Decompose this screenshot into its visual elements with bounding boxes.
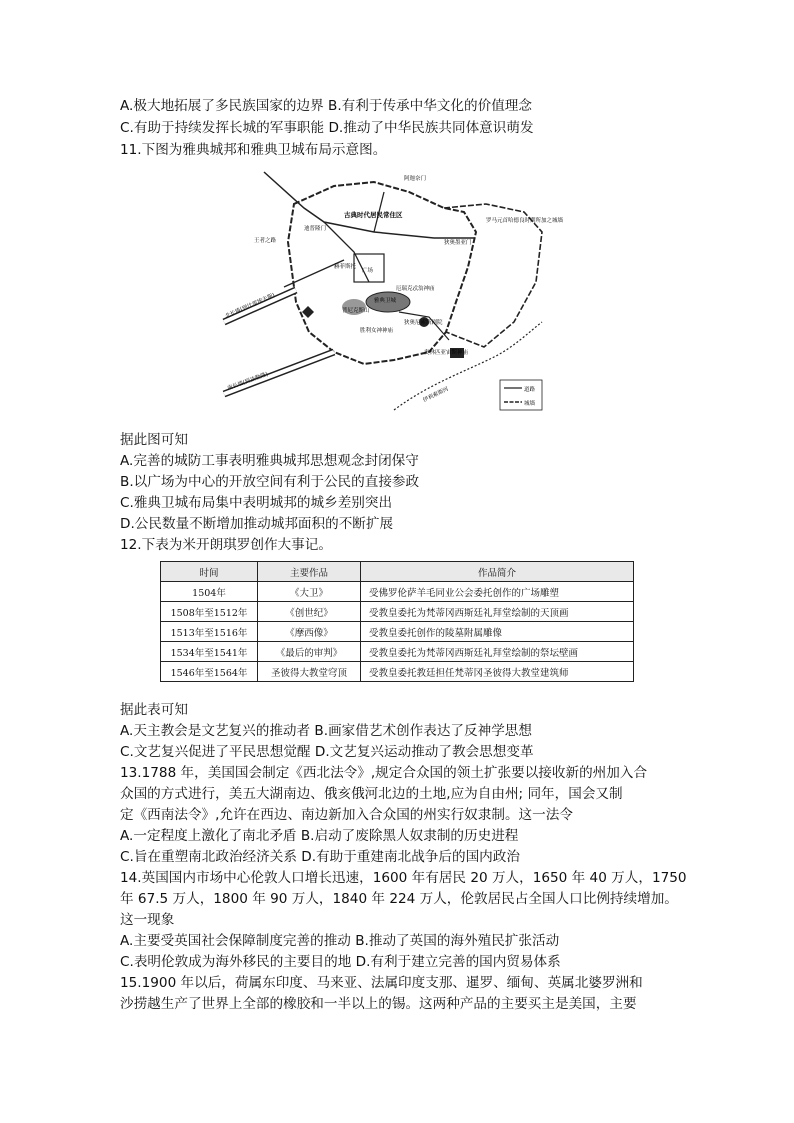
q14-options-line1: A.主要受英国社会保障制度完善的推动 B.推动了英国的海外殖民扩张活动	[120, 933, 560, 949]
label-residential-area: 古典时代居民常住区	[344, 211, 403, 219]
q11-option-b: B.以广场为中心的开放空间有利于公民的直接参政	[120, 474, 420, 490]
q14-stem-line1: 14.英国国内市场中心伦敦人口增长迅速，1600 年有居民 20 万人，1650 年 40 万人，1750	[120, 870, 687, 886]
label-agora: 广场	[362, 268, 374, 274]
cell-description: 受教皇委托为梵蒂冈西斯廷礼拜堂绘制的祭坛壁画	[361, 642, 634, 662]
cell-time: 1546年至1564年	[161, 662, 258, 682]
legend-wall: 城墙	[524, 401, 536, 407]
header-work: 主要作品	[258, 562, 361, 582]
q13-stem-line3: 定《西南法令》,允许在西边、南边新加入合众国的州实行奴隶制。这一法令	[120, 807, 573, 823]
table-row	[161, 582, 634, 602]
q12-options-line2: C.文艺复兴促进了平民思想觉醒 D.文艺复兴运动推动了教会思想变革	[120, 744, 534, 760]
michelangelo-table	[160, 561, 634, 682]
q13-stem-line1: 13.1788 年，美国国会制定《西北法令》,规定合众国的领土扩张要以接收新的州加入合	[120, 765, 648, 781]
q12-stem: 12.下表为米开朗琪罗创作大事记。	[120, 537, 332, 553]
q10-options-line2: C.有助于持续发挥长城的军事职能 D.推动了中华民族共同体意识萌发	[120, 120, 534, 136]
cell-work: 圣彼得大教堂穹顶	[258, 662, 361, 682]
cell-time: 1508年至1512年	[161, 602, 258, 622]
label-pnyx: 普尼克斯山	[342, 308, 370, 314]
cell-work: 《摩西像》	[258, 622, 361, 642]
table-row	[161, 602, 634, 622]
q12-options-line1: A.天主教会是文艺复兴的推动者 B.画家借艺术创作表达了反神学思想	[120, 723, 532, 739]
q11-option-a: A.完善的城防工事表明雅典城邦思想观念封闭保守	[120, 453, 419, 469]
label-acropolis: 雅典卫城	[374, 298, 397, 304]
label-dipylon-gate: 迪普隆门	[304, 226, 327, 232]
q15-stem-line2: 沙捞越生产了世界上全部的橡胶和一半以上的锡。这两种产品的主要买主是美国，主要	[120, 996, 637, 1012]
label-zeus-temple: 奥林匹亚宙斯神庙	[424, 350, 469, 356]
cell-work: 《最后的审判》	[258, 642, 361, 662]
label-road-west: 王者之路	[254, 238, 277, 244]
q13-options-line2: C.旨在重塑南北政治经济关系 D.有助于重建南北战争后的国内政治	[120, 849, 520, 865]
cell-description: 受教皇委托教廷担任梵蒂冈圣彼得大教堂建筑师	[361, 662, 634, 682]
map-legend	[500, 380, 542, 410]
label-long-wall-north: 北长墙(到比雷埃夫斯)	[224, 292, 276, 320]
label-agora-gate: 狄奥墨亚门	[444, 240, 472, 246]
cell-work: 《创世纪》	[258, 602, 361, 622]
header-description: 作品简介	[361, 562, 634, 582]
table-row	[161, 622, 634, 642]
cell-time: 1534年至1541年	[161, 642, 258, 662]
label-river: 伊利索斯河	[422, 386, 450, 404]
q14-stem-line2: 年 67.5 万人，1800 年 90 万人，1840 年 224 万人，伦敦居民占全国人口比例持续增加。	[120, 891, 678, 907]
table-header-row	[161, 562, 634, 582]
q11-stem: 11.下图为雅典城邦和雅典卫城布局示意图。	[120, 142, 387, 158]
cell-description: 受教皇委托为梵蒂冈西斯廷礼拜堂绘制的天顶画	[361, 602, 634, 622]
q11-prompt: 据此图可知	[120, 432, 188, 448]
q12-prompt: 据此表可知	[120, 702, 188, 718]
athens-map	[224, 172, 564, 412]
q11-option-d: D.公民数量不断增加推动城邦面积的不断扩展	[120, 516, 394, 532]
q13-stem-line2: 众国的方式进行，美五大湖南边、俄亥俄河北边的土地,应为自由州; 同年，国会又制	[120, 786, 623, 802]
q10-options-line1: A.极大地拓展了多民族国家的边界 B.有利于传承中华文化的价值理念	[120, 98, 532, 114]
header-time: 时间	[161, 562, 258, 582]
legend-road: 道路	[524, 387, 536, 393]
table-row	[161, 662, 634, 682]
cell-time: 1513年至1516年	[161, 622, 258, 642]
q11-option-c: C.雅典卫城布局集中表明城邦的城乡差别突出	[120, 495, 393, 511]
table-row	[161, 642, 634, 662]
label-erechtheion: 厄瑞克忒翁神庙	[396, 286, 435, 292]
q13-options-line1: A.一定程度上激化了南北矛盾 B.启动了废除黑人奴隶制的历史进程	[120, 828, 519, 844]
label-hephaestus: 赫菲斯托	[334, 264, 357, 270]
cell-description: 受教皇委托创作的陵墓附属雕像	[361, 622, 634, 642]
label-acharnian-gate: 阿迦奈门	[404, 176, 427, 182]
q14-stem-line3: 这一现象	[120, 912, 175, 928]
cell-work: 《大卫》	[258, 582, 361, 602]
label-long-wall-south: 南长墙(到法勒隆)	[226, 371, 269, 392]
cell-description: 受佛罗伦萨羊毛同业公会委托创作的广场雕塑	[361, 582, 634, 602]
q14-options-line2: C.表明伦敦成为海外移民的主要目的地 D.有利于建立完善的国内贸易体系	[120, 954, 561, 970]
label-athena-temple: 胜利女神神庙	[360, 328, 394, 334]
cell-time: 1504年	[161, 582, 258, 602]
q15-stem-line1: 15.1900 年以后，荷属东印度、马来亚、法属印度支那、暹罗、缅甸、英属北婆罗洲和	[120, 975, 643, 991]
label-dionysus-theatre: 狄奥尼索斯剧院	[404, 320, 443, 326]
label-roman-expansion: 罗马元首哈德良时期所加之城墙	[486, 218, 564, 224]
